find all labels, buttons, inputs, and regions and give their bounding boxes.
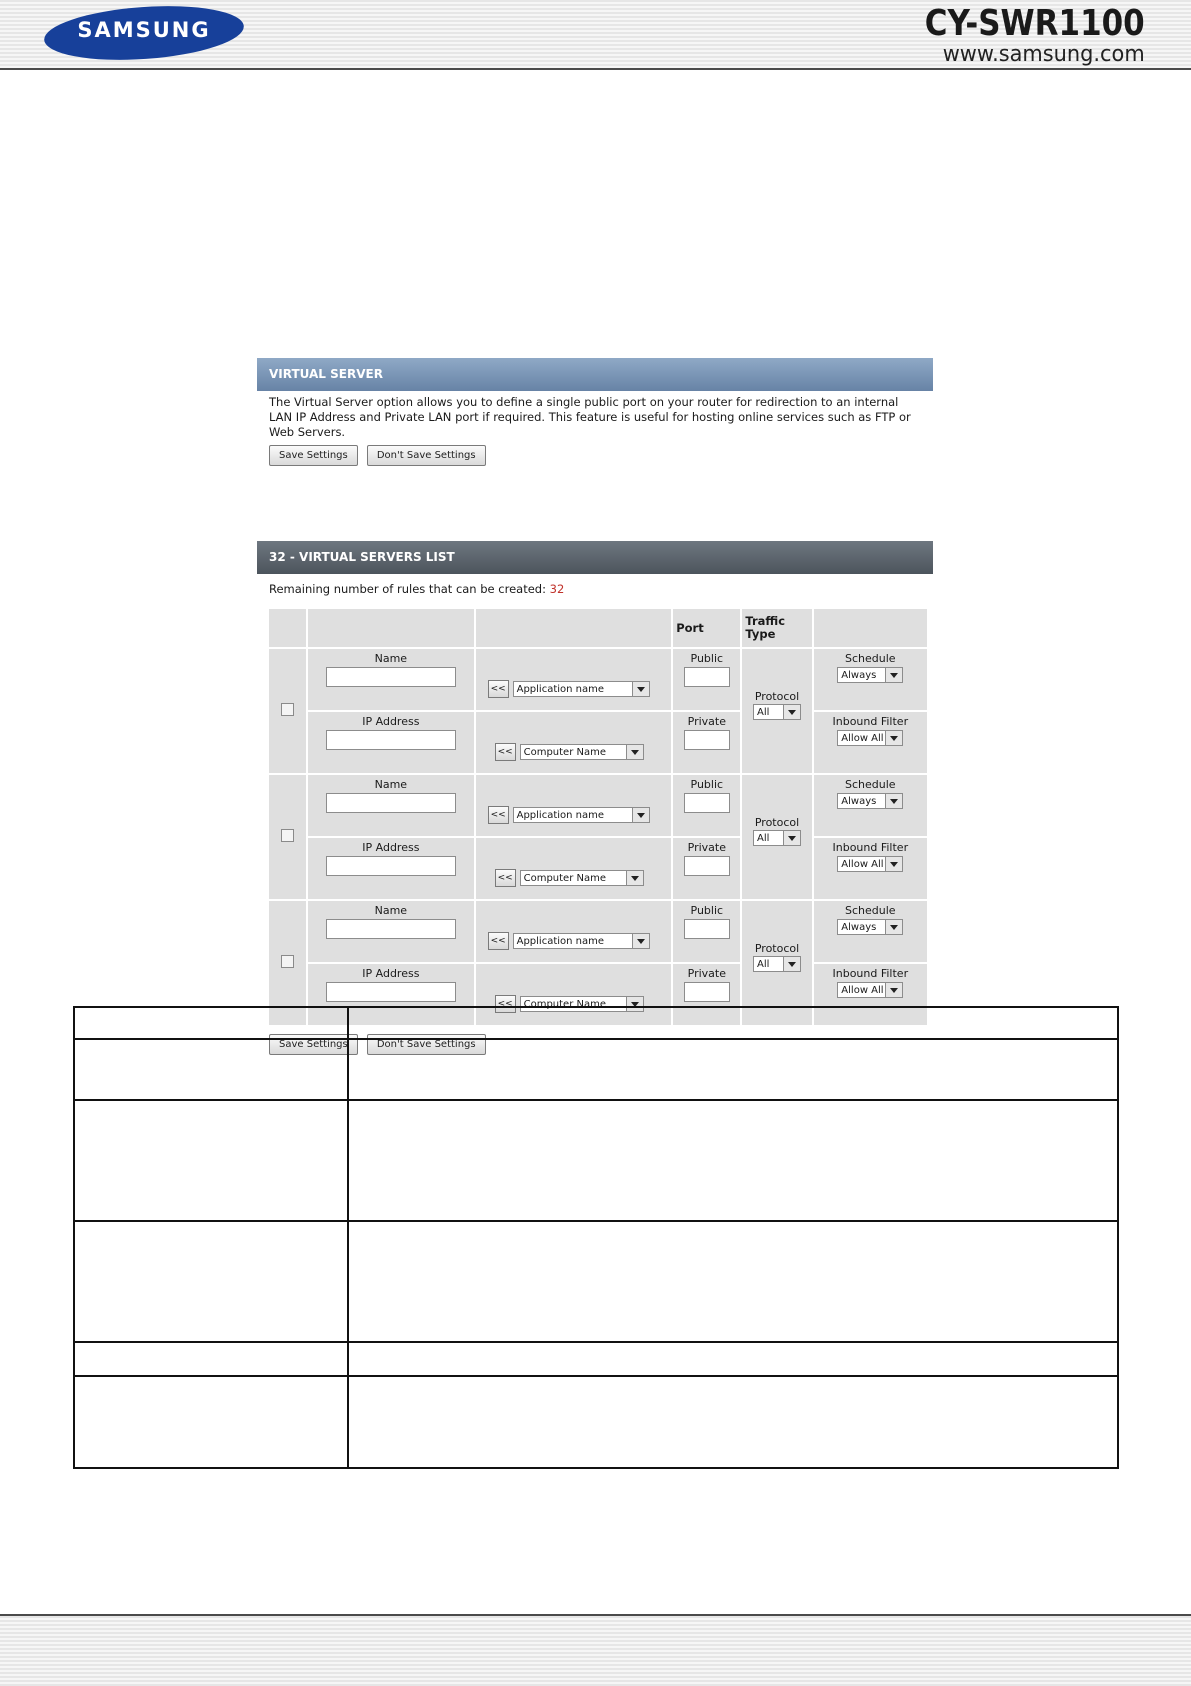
chevron-down-icon: [626, 745, 643, 759]
public-port-label: Public: [690, 778, 724, 791]
chevron-down-icon: [885, 857, 902, 871]
copy-application-button[interactable]: <<: [488, 932, 509, 950]
table-row: [74, 1376, 1118, 1468]
protocol-select[interactable]: All: [753, 830, 801, 846]
virtual-servers-list-panel: [257, 541, 933, 1055]
description-table: [73, 1006, 1119, 1469]
inbound-filter-label: Inbound Filter: [832, 715, 909, 728]
name-input[interactable]: [326, 793, 456, 813]
ip-address-input[interactable]: [326, 730, 456, 750]
traffic-type-header: Traffic Type: [742, 609, 811, 647]
public-port-input[interactable]: [684, 667, 730, 687]
remaining-count: 32: [549, 582, 565, 596]
public-port-input[interactable]: [684, 793, 730, 813]
inbound-filter-select[interactable]: Allow All: [837, 856, 903, 872]
chevron-down-icon: [783, 957, 800, 971]
schedule-select[interactable]: Always: [837, 793, 903, 809]
enable-rule-checkbox[interactable]: [281, 829, 294, 842]
name-label: Name: [374, 778, 408, 791]
dont-save-settings-button[interactable]: Don't Save Settings: [367, 445, 486, 466]
table-row: [74, 1342, 1118, 1376]
name-input[interactable]: [326, 919, 456, 939]
chevron-down-icon: [885, 731, 902, 745]
public-port-label: Public: [690, 904, 724, 917]
table-header-row: [269, 609, 927, 647]
enable-rule-checkbox[interactable]: [281, 703, 294, 716]
schedule-label: Schedule: [845, 904, 896, 917]
name-label: Name: [374, 904, 408, 917]
application-name-select[interactable]: Application name: [513, 681, 650, 697]
ip-address-input[interactable]: [326, 856, 456, 876]
table-row: [269, 649, 927, 710]
chevron-down-icon: [885, 794, 902, 808]
port-header: Port: [673, 609, 740, 647]
chevron-down-icon: [885, 920, 902, 934]
private-port-input[interactable]: [684, 856, 730, 876]
public-port-input[interactable]: [684, 919, 730, 939]
schedule-label: Schedule: [845, 778, 896, 791]
chevron-down-icon: [632, 808, 649, 822]
save-settings-button[interactable]: Save Settings: [269, 1034, 358, 1055]
table-row: [74, 1039, 1118, 1100]
inbound-filter-select[interactable]: Allow All: [837, 982, 903, 998]
protocol-label: Protocol: [754, 942, 800, 955]
table-row: [74, 1100, 1118, 1221]
computer-name-select[interactable]: Computer Name: [520, 744, 644, 760]
page-footer: [0, 1614, 1191, 1686]
table-row: [269, 838, 927, 899]
name-input[interactable]: [326, 667, 456, 687]
table-row: [269, 901, 927, 962]
ip-address-label: IP Address: [362, 715, 420, 728]
private-port-label: Private: [687, 967, 726, 980]
application-name-select[interactable]: Application name: [513, 933, 650, 949]
virtual-server-description: The Virtual Server option allows you to define a single public port on your router for redirection to an internal LAN IP Address and Private LAN port if required. This feature is useful for hosting online services such as FTP or Web Servers.: [269, 395, 911, 439]
remaining-rules: [257, 574, 933, 597]
protocol-select[interactable]: All: [753, 704, 801, 720]
remaining-label: Remaining number of rules that can be created:: [269, 582, 546, 596]
model-heading: [889, 4, 1145, 66]
public-port-label: Public: [690, 652, 724, 665]
protocol-select[interactable]: All: [753, 956, 801, 972]
model-name: CY-SWR1100: [925, 3, 1145, 44]
protocol-label: Protocol: [754, 690, 800, 703]
chevron-down-icon: [885, 668, 902, 682]
computer-name-select[interactable]: Computer Name: [520, 870, 644, 886]
inbound-filter-select[interactable]: Allow All: [837, 730, 903, 746]
enable-rule-checkbox[interactable]: [281, 955, 294, 968]
table-row: [74, 1007, 1118, 1039]
ip-address-input[interactable]: [326, 982, 456, 1002]
table-row: [269, 775, 927, 836]
model-url: www.samsung.com: [943, 42, 1145, 67]
chevron-down-icon: [626, 871, 643, 885]
servers-list-title: 32 - VIRTUAL SERVERS LIST: [257, 541, 933, 574]
chevron-down-icon: [783, 705, 800, 719]
schedule-select[interactable]: Always: [837, 919, 903, 935]
private-port-label: Private: [687, 841, 726, 854]
chevron-down-icon: [885, 983, 902, 997]
ip-address-label: IP Address: [362, 967, 420, 980]
samsung-logo: [44, 4, 244, 62]
private-port-label: Private: [687, 715, 726, 728]
chevron-down-icon: [632, 934, 649, 948]
chevron-down-icon: [632, 682, 649, 696]
table-row: [269, 712, 927, 773]
virtual-server-title: VIRTUAL SERVER: [257, 358, 933, 391]
copy-computer-button[interactable]: <<: [495, 869, 516, 887]
private-port-input[interactable]: [684, 982, 730, 1002]
inbound-filter-label: Inbound Filter: [832, 841, 909, 854]
table-row: [74, 1221, 1118, 1342]
copy-application-button[interactable]: <<: [488, 680, 509, 698]
dont-save-settings-button[interactable]: Don't Save Settings: [367, 1034, 486, 1055]
virtual-servers-table: [267, 607, 929, 1027]
computer-name-select[interactable]: Computer Name: [520, 996, 644, 1012]
virtual-server-panel: [257, 358, 933, 466]
copy-computer-button[interactable]: <<: [495, 995, 516, 1013]
ip-address-label: IP Address: [362, 841, 420, 854]
save-settings-button[interactable]: Save Settings: [269, 445, 358, 466]
copy-application-button[interactable]: <<: [488, 806, 509, 824]
chevron-down-icon: [783, 831, 800, 845]
application-name-select[interactable]: Application name: [513, 807, 650, 823]
virtual-server-buttons: [257, 440, 933, 466]
schedule-label: Schedule: [845, 652, 896, 665]
schedule-select[interactable]: Always: [837, 667, 903, 683]
copy-computer-button[interactable]: <<: [495, 743, 516, 761]
brand-name: SAMSUNG: [77, 18, 211, 42]
inbound-filter-label: Inbound Filter: [832, 967, 909, 980]
private-port-input[interactable]: [684, 730, 730, 750]
name-label: Name: [374, 652, 408, 665]
page-header: [0, 0, 1191, 70]
protocol-label: Protocol: [754, 816, 800, 829]
